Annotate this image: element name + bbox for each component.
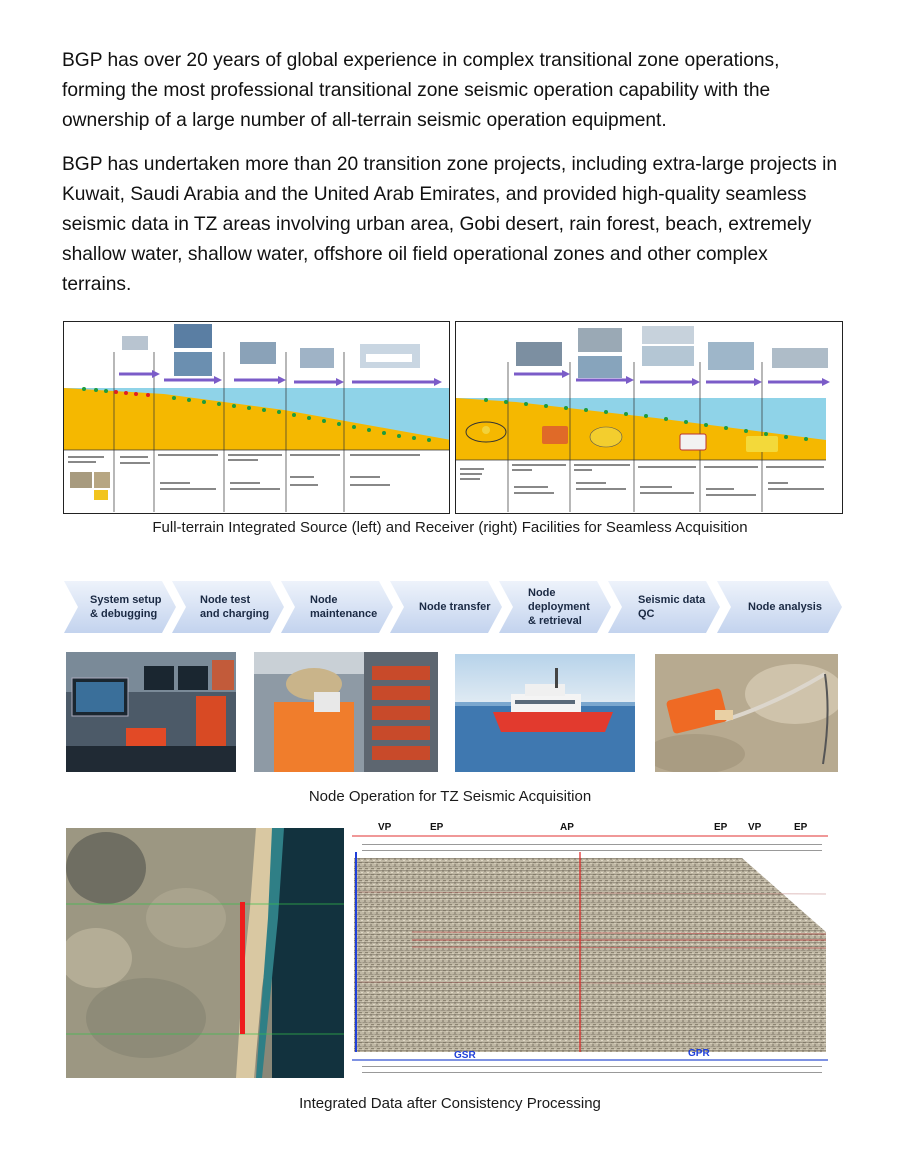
figure1-caption: Full-terrain Integrated Source (left) and Receiver (right) Facilities for Seamless Acquisition	[152, 519, 748, 536]
figure2-caption: Node Operation for TZ Seismic Acquisition	[308, 788, 592, 805]
gather-label-gpr: GPR	[688, 1048, 710, 1059]
receiver-diagram-graphic	[456, 322, 843, 514]
source-diagram-graphic	[64, 322, 450, 514]
process-step-2: Node test and charging	[200, 594, 270, 620]
process-step-7: Node analysis	[748, 601, 822, 613]
zone-label-ep-right: EP	[794, 822, 808, 833]
process-step-3: Node maintenance	[310, 594, 378, 620]
seismic-section-image	[352, 822, 828, 1080]
node-charging-photo	[254, 652, 438, 772]
node-boat-photo	[455, 654, 635, 772]
intro-paragraph-2: BGP has undertaken more than 20 transition zone projects, including extra-large projects in Kuwait, Saudi Arabia and the United Arab Emirates, and provided high-quality seamless seismic data in TZ areas involving urban area, Gobi desert, rain forest, beach, extremely shallow water, shallow water, offshore oil field operational zones and other complex terrains.	[62, 154, 838, 295]
source-facilities-diagram	[63, 321, 450, 514]
control-room-photo	[66, 652, 236, 772]
survey-line-marker	[240, 902, 245, 1034]
process-step-5: Node deployment & retrieval	[528, 587, 590, 627]
satellite-map-image	[66, 828, 344, 1078]
zone-label-ep-mid: EP	[714, 822, 728, 833]
zone-label-ap: AP	[560, 822, 574, 833]
intro-paragraph-1: BGP has over 20 years of global experience in complex transitional zone operations, forming the most professional transitional zone seismic operation capability with the ownership of a large number of all-terrain seismic operation equipment.	[62, 50, 780, 131]
zone-label-ep-left: EP	[430, 822, 444, 833]
gather-label-gsr: GSR	[454, 1050, 476, 1061]
node-seabed-photo	[655, 654, 838, 772]
process-step-6: Seismic data QC	[638, 594, 706, 620]
receiver-facilities-diagram	[455, 321, 843, 514]
zone-label-vp-left: VP	[378, 822, 392, 833]
process-step-1: System setup & debugging	[90, 594, 162, 620]
figure3-caption: Integrated Data after Consistency Processing	[299, 1095, 601, 1112]
node-operation-process	[64, 581, 842, 633]
zone-label-vp-right: VP	[748, 822, 762, 833]
process-step-4: Node transfer	[419, 601, 491, 613]
